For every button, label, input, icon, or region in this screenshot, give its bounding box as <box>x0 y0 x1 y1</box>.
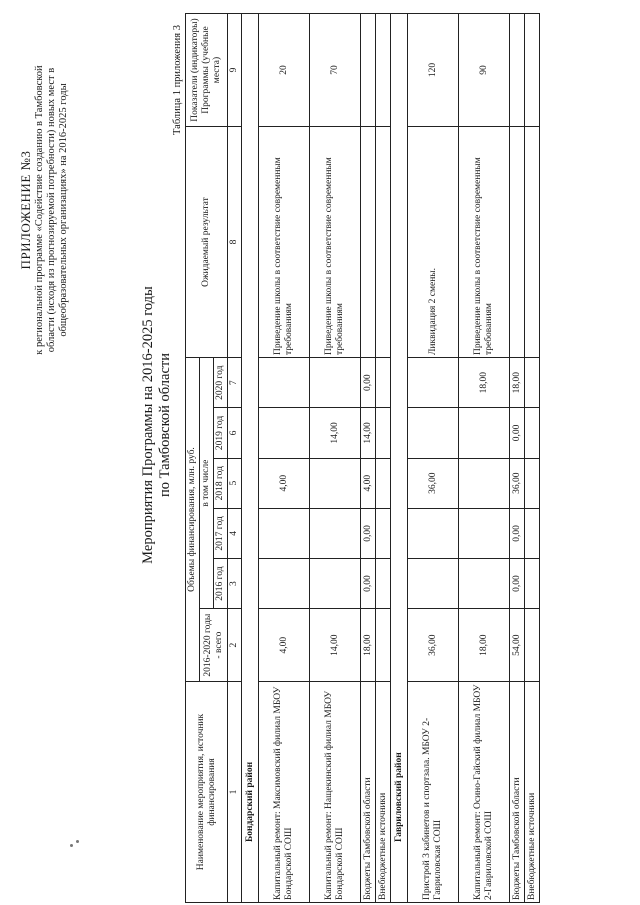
row-indicator: 20 <box>259 14 310 127</box>
row-amount <box>525 508 540 558</box>
row-amount: 18,00 <box>361 609 376 682</box>
row-amount: 14,00 <box>361 408 376 458</box>
row-amount: 18,00 <box>459 609 510 682</box>
appendix-line: области (исходя из прогнозируемой потребности) новых мест в <box>46 67 57 353</box>
row-amount <box>376 358 391 408</box>
col-number: 9 <box>228 14 242 127</box>
row-result: Приведение школы в соответствие современным требованиям <box>310 127 361 358</box>
head-total: 2016-2020 годы - всего <box>200 609 228 682</box>
row-result <box>510 127 525 358</box>
table-caption: Таблица 1 приложения 3 <box>172 25 183 135</box>
head-year: 2016 год <box>214 559 228 609</box>
row-amount: 36,00 <box>408 609 459 682</box>
row-amount: 0,00 <box>510 408 525 458</box>
head-year: 2020 год <box>214 358 228 408</box>
head-year: 2017 год <box>214 508 228 558</box>
row-name: Капитальный ремонт: Нащекинский филиал МБОУ Бондарской СОШ <box>310 682 361 903</box>
row-amount <box>376 408 391 458</box>
document-title <box>140 205 174 645</box>
col-number: 6 <box>228 408 242 458</box>
row-amount <box>459 408 510 458</box>
row-amount <box>376 559 391 609</box>
row-amount: 14,00 <box>310 609 361 682</box>
scan-speck <box>70 844 73 847</box>
budget-row <box>510 14 525 903</box>
row-indicator <box>376 14 391 127</box>
row-amount <box>259 408 310 458</box>
row-result <box>361 127 376 358</box>
row-amount: 14,00 <box>310 408 361 458</box>
row-amount <box>459 508 510 558</box>
row-amount <box>525 458 540 508</box>
row-amount <box>525 559 540 609</box>
row-indicator: 120 <box>408 14 459 127</box>
document-title-line: по Тамбовской области <box>157 353 173 497</box>
row-amount: 54,00 <box>510 609 525 682</box>
section-title: Гавриловский район <box>391 14 408 903</box>
head-funding: Объемы финансирования, млн. руб. <box>186 358 200 682</box>
row-amount: 0,00 <box>361 508 376 558</box>
scan-speck <box>76 840 79 843</box>
row-amount: 0,00 <box>510 559 525 609</box>
table-row <box>259 14 310 903</box>
row-result <box>376 127 391 358</box>
appendix-line: общеобразовательных организациях» на 2016-2025 годы <box>58 83 69 337</box>
row-amount: 36,00 <box>408 458 459 508</box>
measures-table <box>185 13 540 903</box>
head-indicators: Показатели (индикаторы) Программы (учебные места) <box>186 14 228 127</box>
row-name: Капитальный ремонт: Осино-Гайский филиал МБОУ 2-Гавриловской СОШ <box>459 682 510 903</box>
row-amount <box>408 358 459 408</box>
col-number: 5 <box>228 458 242 508</box>
budget-row <box>525 14 540 903</box>
row-indicator <box>361 14 376 127</box>
document-title-line: Мероприятия Программы на 2016-2025 годы <box>140 286 156 564</box>
row-amount <box>376 609 391 682</box>
row-amount <box>408 559 459 609</box>
row-amount <box>408 408 459 458</box>
row-amount: 18,00 <box>510 358 525 408</box>
row-amount: 18,00 <box>459 358 510 408</box>
head-result: Ожидаемый результат <box>186 127 228 358</box>
row-indicator: 90 <box>459 14 510 127</box>
head-incl: в том числе <box>200 358 214 609</box>
row-amount <box>310 458 361 508</box>
row-indicator: 70 <box>310 14 361 127</box>
row-amount <box>259 508 310 558</box>
col-number: 8 <box>228 127 242 358</box>
row-amount <box>525 358 540 408</box>
col-number: 1 <box>228 682 242 903</box>
row-amount <box>459 559 510 609</box>
row-indicator <box>525 14 540 127</box>
col-number: 7 <box>228 358 242 408</box>
row-amount <box>376 458 391 508</box>
row-amount <box>310 508 361 558</box>
row-name: Пристрой 3 кабинетов и спортзала. МБОУ 2-Гавриловская СОШ <box>408 682 459 903</box>
row-amount: 4,00 <box>361 458 376 508</box>
appendix-line: к региональной программе «Содействие созданию в Тамбовской <box>34 65 45 355</box>
table-row <box>408 14 459 903</box>
row-amount <box>376 508 391 558</box>
row-result: Ликвидация 2 смены. <box>408 127 459 358</box>
row-amount: 4,00 <box>259 609 310 682</box>
row-indicator <box>510 14 525 127</box>
row-amount <box>310 358 361 408</box>
row-amount: 4,00 <box>259 458 310 508</box>
col-number: 4 <box>228 508 242 558</box>
budget-row <box>361 14 376 903</box>
row-amount: 0,00 <box>361 559 376 609</box>
column-number-row <box>228 14 242 903</box>
row-amount <box>525 609 540 682</box>
col-number: 3 <box>228 559 242 609</box>
col-number: 2 <box>228 609 242 682</box>
head-year: 2019 год <box>214 408 228 458</box>
row-amount <box>408 508 459 558</box>
section-title: Бондарский район <box>242 14 259 903</box>
section-row <box>391 14 408 903</box>
row-name: Внебюджетные источники <box>525 682 540 903</box>
head-name: Наименование мероприятия, источник финансирования <box>186 682 228 903</box>
table-row <box>310 14 361 903</box>
row-result <box>525 127 540 358</box>
row-amount <box>459 458 510 508</box>
row-name: Внебюджетные источники <box>376 682 391 903</box>
row-amount <box>259 559 310 609</box>
appendix-title: ПРИЛОЖЕНИЕ №3 <box>18 150 33 270</box>
row-name: Капитальный ремонт: Максимовский филиал МБОУ Бондарской СОШ <box>259 682 310 903</box>
row-amount <box>310 559 361 609</box>
table-row <box>459 14 510 903</box>
row-name: Бюджеты Тамбовской области <box>361 682 376 903</box>
row-amount: 0,00 <box>510 508 525 558</box>
section-row <box>242 14 259 903</box>
row-result: Приведение школы в соответствие современным требованиям <box>459 127 510 358</box>
row-amount <box>259 358 310 408</box>
row-result: Приведение школы в соответствие современным требованиям <box>259 127 310 358</box>
budget-row <box>376 14 391 903</box>
row-amount: 0,00 <box>361 358 376 408</box>
row-name: Бюджеты Тамбовской области <box>510 682 525 903</box>
row-amount: 36,00 <box>510 458 525 508</box>
head-year: 2018 год <box>214 458 228 508</box>
appendix-header <box>18 0 70 420</box>
row-amount <box>525 408 540 458</box>
